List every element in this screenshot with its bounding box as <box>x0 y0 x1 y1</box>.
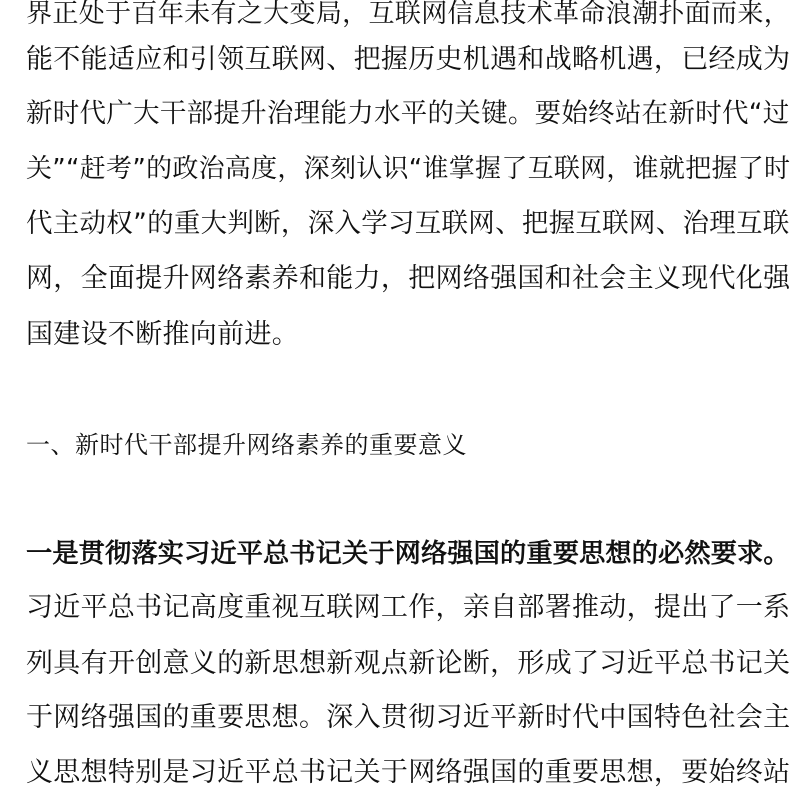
paragraph-line: 国建设不断推向前进。 <box>26 319 299 350</box>
paragraph-line: 界正处于百年未有之大变局，互联网信息技术革命浪潮扑面而来， <box>26 0 791 29</box>
paragraph-line: 能不能适应和引领互联网、把握历史机遇和战略机遇，已经成为 <box>26 44 791 75</box>
paragraph-line: 义思想特别是习近平总书记关于网络强国的重要思想，要始终站 <box>26 757 791 788</box>
paragraph-line: 于网络强国的重要思想。深入贯彻习近平新时代中国特色社会主 <box>26 702 791 733</box>
paragraph-line: 新时代广大干部提升治理能力水平的关键。要始终站在新时代“过 <box>26 98 790 129</box>
section-heading: 一、新时代干部提升网络素养的重要意义 <box>26 431 467 459</box>
paragraph-line: 网，全面提升网络素养和能力，把网络强国和社会主义现代化强 <box>26 263 791 294</box>
paragraph-line: 习近平总书记高度重视互联网工作，亲自部署推动，提出了一系 <box>26 592 791 623</box>
bold-lead-sentence: 一是贯彻落实习近平总书记关于网络强国的重要思想的必然要求。 <box>26 539 790 569</box>
paragraph-line: 列具有开创意义的新思想新观点新论断，形成了习近平总书记关 <box>26 648 791 679</box>
paragraph-line: 关”“赶考”的政治高度，深刻认识“谁掌握了互联网，谁就把握了时 <box>26 154 791 184</box>
paragraph-line: 代主动权”的重大判断，深入学习互联网、把握互联网、治理互联 <box>26 208 790 239</box>
